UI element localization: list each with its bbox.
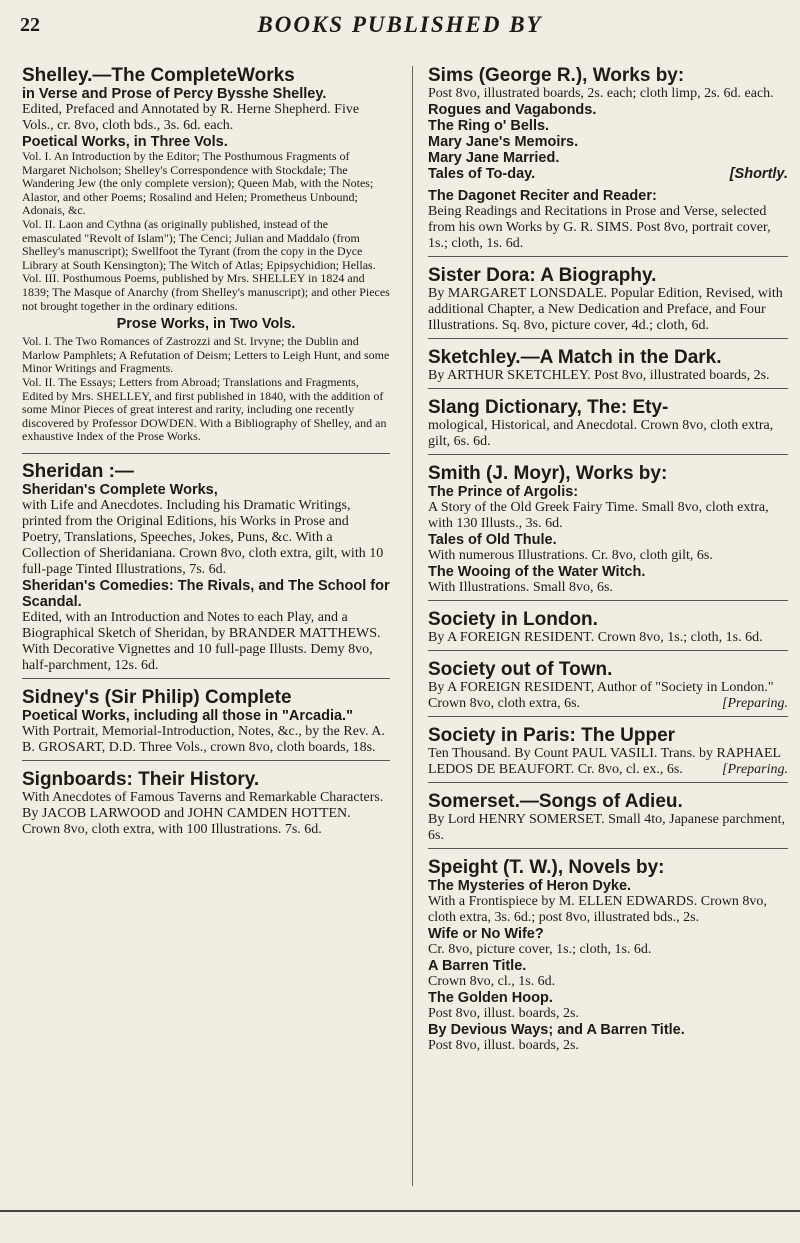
preparing-note: [Preparing.: [722, 762, 788, 777]
book-title-text: Tales of To-day.: [428, 166, 536, 182]
entry-subtitle: The Dagonet Reciter and Reader:: [428, 188, 657, 204]
entry-body: By A FOREIGN RESIDENT, Author of "Society in London." Crown 8vo, cloth extra, 6s.: [428, 680, 774, 711]
entry-subtitle: Sheridan's Comedies: The Rivals, and The School for Scandal.: [22, 577, 390, 610]
entry-body: By MARGARET LONSDALE. Popular Edition, Revised, with additional Chapter, a New Dedication and Preface, and Four Illustrations. Sq. 8vo, picture cover, 4d.; cloth, 6d.: [428, 286, 783, 333]
entry-smith: [428, 464, 788, 601]
entry-heading: Smith (J. Moyr), Works by:: [428, 463, 668, 484]
entry-sister-dora: [428, 266, 788, 339]
entry-body: With a Frontispiece by M. ELLEN EDWARDS. Crown 8vo, cloth extra, 3s. 6d.; post 8vo, illustrated bds., 2s.: [428, 894, 767, 925]
book-title: A Barren Title.: [428, 958, 527, 974]
volume-contents: Vol. II. Laon and Cythna (as originally published, instead of the emasculated "Revolt of Islam"); The Cenci; Julian and Maddalo (from Shelley's manuscript); Swellfoot the Tyrant (from the copy in the Dyce Library at South Kensington); The Witch of Atlas; Epipsychidion; Hellas.: [22, 216, 376, 272]
entry-body: Cr. 8vo, picture cover, 1s.; cloth, 1s. 6d.: [428, 942, 652, 957]
entry-society-london: [428, 610, 788, 651]
entry-body: mological, Historical, and Anecdotal. Crown 8vo, cloth extra, gilt, 6s. 6d.: [428, 418, 774, 449]
entry-body: With Anecdotes of Famous Taverns and Remarkable Characters. By JACOB LARWOOD and JOHN CAMDEN HOTTEN. Crown 8vo, cloth extra, with 100 Illustrations. 7s. 6d.: [22, 789, 384, 837]
entry-body: A Story of the Old Greek Fairy Time. Small 8vo, cloth extra, with 130 Illusts., 3s. 6d.: [428, 500, 769, 531]
entry-subtitle: Sheridan's Complete Works,: [22, 481, 218, 498]
entry-signboards: [22, 770, 390, 838]
book-title: The Mysteries of Heron Dyke.: [428, 878, 632, 894]
entry-heading: Society in London.: [428, 609, 598, 630]
book-title: [428, 166, 788, 182]
entry-body: With Portrait, Memorial-Introduction, Notes, &c., by the Rev. A. B. GROSART, D.D. Three Vols., crown 8vo, cloth boards, 18s.: [22, 723, 385, 755]
book-title: Rogues and Vagabonds.: [428, 102, 597, 118]
left-column: [22, 66, 390, 847]
book-title: Mary Jane's Memoirs.: [428, 134, 579, 150]
entry-somerset: [428, 792, 788, 849]
section-heading: Poetical Works, in Three Vols.: [22, 134, 228, 150]
entry-heading: Sidney's (Sir Philip) Complete: [22, 686, 292, 708]
book-title: The Wooing of the Water Witch.: [428, 564, 646, 580]
bottom-rule: [0, 1210, 800, 1212]
entry-speight: [428, 858, 788, 1054]
right-column: [428, 66, 788, 1063]
entry-body: Post 8vo, illust. boards, 2s.: [428, 1038, 579, 1053]
entry-body: By Lord HENRY SOMERSET. Small 4to, Japanese parchment, 6s.: [428, 812, 785, 843]
entry-heading: Shelley.—The CompleteWorks: [22, 65, 295, 86]
shortly-note: [Shortly.: [729, 166, 788, 182]
entry-subtitle: in Verse and Prose of Percy Bysshe Shelley.: [22, 86, 327, 102]
book-title: Tales of Old Thule.: [428, 532, 557, 548]
entry-body: Post 8vo, illust. boards, 2s.: [428, 1006, 579, 1021]
entry-heading: Sketchley.—A Match in the Dark.: [428, 347, 722, 368]
book-title: Mary Jane Married.: [428, 150, 560, 166]
book-title: The Ring o' Bells.: [428, 118, 550, 134]
volume-contents: Vol. I. The Two Romances of Zastrozzi and St. Irvyne; the Dublin and Marlow Pamphlets; A Refutation of Deism; Letters to Leigh Hunt, and some Minor Writings and Fragments.: [22, 334, 390, 376]
entry-body: with Life and Anecdotes. Including his Dramatic Writings, printed from the Original Editions, his Works in Prose and Poetry, Translations, Speeches, Jokes, Puns, &c. With a Collection of Sheridaniana. Crown 8vo, cloth extra, gilt, with 10 full-page Tinted Illustrations, 7s. 6d.: [22, 497, 384, 577]
entry-heading: Speight (T. W.), Novels by:: [428, 857, 665, 878]
entry-body: Being Readings and Recitations in Prose and Verse, selected from his own Works by G. R. SIMS. Post 8vo, portrait cover, 1s.; cloth, 1s. 6d.: [428, 204, 771, 251]
entry-sheridan: [22, 462, 390, 679]
book-title: The Prince of Argolis:: [428, 484, 579, 500]
entry-society-town: [428, 660, 788, 717]
entry-sims: [428, 66, 788, 257]
entry-sketchley: [428, 348, 788, 389]
column-divider: [412, 66, 413, 1186]
entry-body: Edited, Prefaced and Annotated by R. Herne Shepherd. Five Vols., cr. 8vo, cloth bds., 3s. 6d. each.: [22, 102, 360, 133]
entry-heading: Society out of Town.: [428, 659, 613, 680]
entry-body: By A FOREIGN RESIDENT. Crown 8vo, 1s.; cloth, 1s. 6d.: [428, 630, 763, 645]
entry-body: With Illustrations. Small 8vo, 6s.: [428, 580, 613, 595]
entry-subtitle: Poetical Works, including all those in "Arcadia.": [22, 707, 353, 724]
volume-contents: Vol. III. Posthumous Poems, published by Mrs. SHELLEY in 1824 and 1839; The Masque of Anarchy (from Shelley's manuscript); and other Pieces not brought together in the ordinary editions.: [22, 271, 390, 313]
entry-body: Edited, with an Introduction and Notes to each Play, and a Biographical Sketch of Sheridan, by BRANDER MATTHEWS. With Decorative Vignettes and 10 full-page Illusts. Demy 8vo, half-parchment, 12s. 6d.: [22, 609, 381, 673]
entry-shelley: [22, 66, 390, 444]
page-number: 22: [20, 14, 40, 36]
entry-sidney: [22, 688, 390, 761]
running-title: BOOKS PUBLISHED BY: [257, 12, 543, 37]
entry-body: By ARTHUR SKETCHLEY. Post 8vo, illustrated boards, 2s.: [428, 368, 770, 383]
entry-body: Crown 8vo, cl., 1s. 6d.: [428, 974, 556, 989]
book-title: By Devious Ways; and A Barren Title.: [428, 1022, 685, 1038]
divider: [22, 453, 390, 454]
book-title: Wife or No Wife?: [428, 926, 544, 942]
entry-body: Post 8vo, illustrated boards, 2s. each; cloth limp, 2s. 6d. each.: [428, 86, 774, 101]
entry-heading: Sister Dora: A Biography.: [428, 265, 657, 286]
entry-society-paris: [428, 726, 788, 783]
entry-body-wrap: [428, 746, 788, 778]
preparing-note: [Preparing.: [722, 696, 788, 711]
volume-contents: Vol. I. An Introduction by the Editor; The Posthumous Fragments of Margaret Nicholson; Shelley's Correspondence with Stockdale; The Wandering Jew (the only complete version); Queen Mab, with the Notes; Alastor, and other Poems; Rosalind and Helen; Prometheus Unbound; Adonais, &c.: [22, 149, 374, 218]
page-header: [0, 12, 800, 36]
entry-heading: Slang Dictionary, The: Ety-: [428, 397, 669, 418]
entry-body-wrap: [428, 680, 788, 712]
entry-heading: Sims (George R.), Works by:: [428, 65, 685, 86]
book-title: The Golden Hoop.: [428, 990, 553, 1006]
entry-heading: Signboards: Their History.: [22, 768, 260, 790]
entry-heading: Somerset.—Songs of Adieu.: [428, 791, 683, 812]
entry-heading: Sheridan :—: [22, 460, 134, 482]
entry-heading: Society in Paris: The Upper: [428, 725, 676, 746]
volume-contents: Vol. II. The Essays; Letters from Abroad; Translations and Fragments, Edited by Mrs. SHELLEY, and first published in 1840, with the addition of some Minor Pieces of great interest and rarity, including one recently discovered by Professor DOWDEN. With a Bibliography of Shelley, and an exhaustive Index of the Prose Works.: [22, 374, 387, 444]
section-heading: Prose Works, in Two Vols.: [116, 316, 296, 333]
entry-slang: [428, 398, 788, 455]
entry-body: With numerous Illustrations. Cr. 8vo, cloth gilt, 6s.: [428, 548, 713, 563]
entry-body: Ten Thousand. By Count PAUL VASILI. Trans. by RAPHAEL LEDOS DE BEAUFORT. Cr. 8vo, cl. ex., 6s.: [428, 746, 781, 777]
